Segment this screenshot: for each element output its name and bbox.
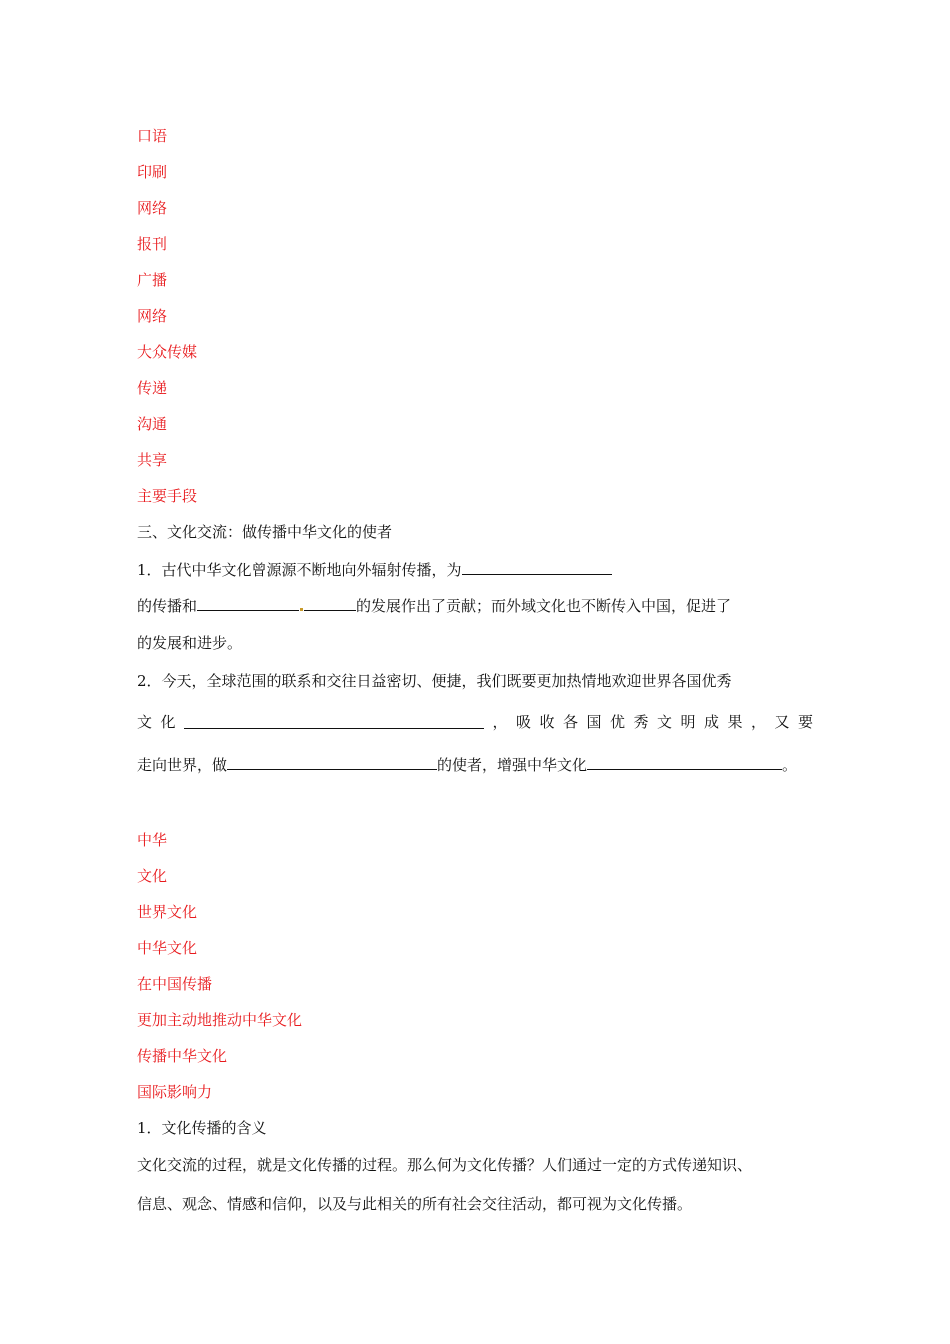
answer-item: 国际影响力 bbox=[137, 1083, 213, 1101]
answer-item: 网络 bbox=[137, 199, 168, 217]
fill-blank bbox=[304, 594, 356, 611]
question-char: 各 bbox=[562, 713, 578, 731]
question-char: 成 bbox=[703, 713, 719, 731]
question-char: 文 bbox=[137, 713, 153, 731]
mark-dot bbox=[300, 608, 303, 611]
answer-item: 传递 bbox=[137, 379, 168, 397]
question-1-line-1 bbox=[137, 558, 612, 580]
answer-item: 更加主动地推动中华文化 bbox=[137, 1011, 303, 1029]
question-char: 国 bbox=[586, 713, 602, 731]
fill-blank bbox=[587, 753, 782, 770]
question-char: 化 bbox=[160, 713, 176, 731]
question-text: 的使者，增强中华文化 bbox=[437, 756, 588, 774]
question-char: 秀 bbox=[633, 713, 649, 731]
fill-blank bbox=[227, 753, 437, 770]
question-text: 1．古代中华文化曾源源不断地向外辐射传播，为 bbox=[137, 561, 462, 579]
fill-blank bbox=[197, 594, 299, 611]
question-char: 收 bbox=[539, 713, 555, 731]
subsection-heading: 1．文化传播的含义 bbox=[137, 1119, 267, 1137]
question-char: 明 bbox=[680, 713, 696, 731]
answer-item: 口语 bbox=[137, 127, 168, 145]
question-text: 的发展作出了贡献；而外域文化也不断传入中国，促进了 bbox=[356, 597, 732, 615]
paragraph-line: 信息、观念、情感和信仰，以及与此相关的所有社会交往活动，都可视为文化传播。 bbox=[137, 1195, 693, 1213]
answer-item: 中华文化 bbox=[137, 939, 198, 957]
question-2-line-2 bbox=[137, 712, 813, 732]
answer-item: 广播 bbox=[137, 271, 168, 289]
answer-item: 主要手段 bbox=[137, 487, 198, 505]
question-text: 的传播和 bbox=[137, 597, 198, 615]
question-char: 又 bbox=[774, 713, 790, 731]
answer-item: 网络 bbox=[137, 307, 168, 325]
question-text: 走向世界，做 bbox=[137, 756, 228, 774]
answer-item: 世界文化 bbox=[137, 903, 198, 921]
answer-item: 报刊 bbox=[137, 235, 168, 253]
answer-item: 文化 bbox=[137, 867, 168, 885]
answer-item: 传播中华文化 bbox=[137, 1047, 228, 1065]
answer-item: 印刷 bbox=[137, 163, 168, 181]
answer-item: 中华 bbox=[137, 831, 168, 849]
answer-item: 共享 bbox=[137, 451, 168, 469]
fill-blank bbox=[462, 558, 612, 575]
question-char: ， bbox=[492, 713, 508, 731]
question-2-line-3 bbox=[137, 753, 797, 775]
question-char: 吸 bbox=[515, 713, 531, 731]
section-heading: 三、文化交流：做传播中华文化的使者 bbox=[137, 523, 393, 541]
question-char: 优 bbox=[609, 713, 625, 731]
question-char: ， bbox=[750, 713, 766, 731]
answer-item: 大众传媒 bbox=[137, 343, 198, 361]
fill-blank bbox=[184, 712, 484, 729]
answer-item: 沟通 bbox=[137, 415, 168, 433]
paragraph-line: 文化交流的过程，就是文化传播的过程。那么何为文化传播？人们通过一定的方式传递知识、 bbox=[137, 1156, 753, 1174]
question-char: 果 bbox=[727, 713, 743, 731]
question-2-line-1: 2．今天，全球范围的联系和交往日益密切、便捷，我们既要更加热情地欢迎世界各国优秀 bbox=[137, 672, 732, 690]
question-1-line-2 bbox=[137, 594, 731, 616]
answer-item: 在中国传播 bbox=[137, 975, 213, 993]
question-char: 文 bbox=[656, 713, 672, 731]
question-1-line-3: 的发展和进步。 bbox=[137, 634, 243, 652]
question-text: 。 bbox=[782, 756, 798, 774]
question-char: 要 bbox=[797, 713, 813, 731]
